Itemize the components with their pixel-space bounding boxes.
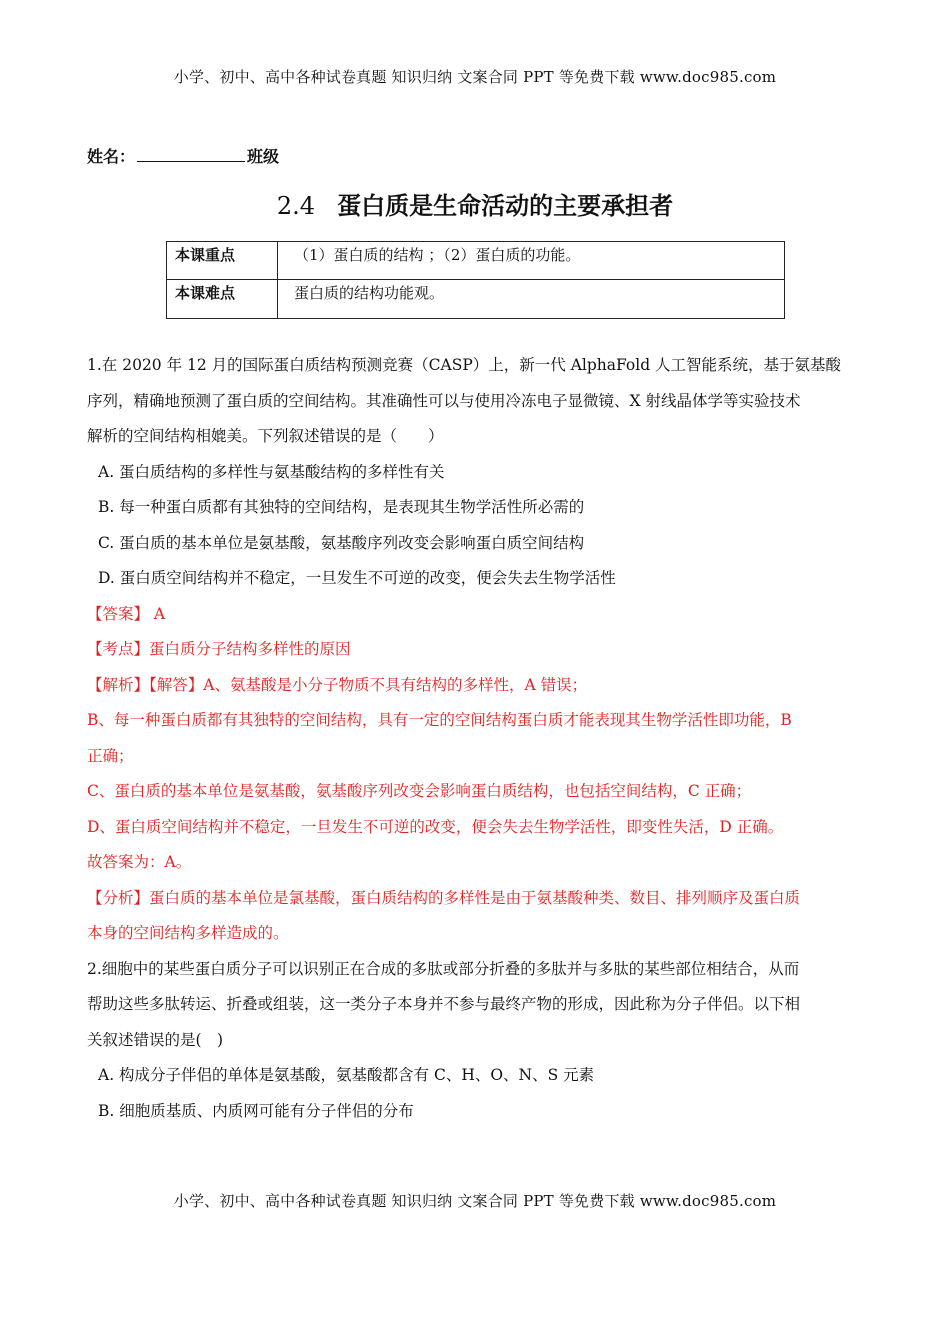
name-blank[interactable] bbox=[137, 147, 245, 162]
section-number: 2.4 bbox=[276, 192, 316, 220]
question-2-option-b: B. 细胞质基质、内质网可能有分子伴侣的分布 bbox=[98, 1101, 414, 1120]
difficulty-label: 本课难点 bbox=[167, 280, 278, 319]
question-1-point: 【考点】蛋白质分子结构多样性的原因 bbox=[87, 640, 351, 658]
question-2-option-a: A. 构成分子伴侣的单体是氨基酸，氨基酸都含有 C、H、O、N、S 元素 bbox=[98, 1066, 595, 1084]
questions-body bbox=[87, 348, 867, 1129]
question-1 bbox=[87, 348, 867, 952]
question-1-stem-line: 1.在 2020 年 12 月的国际蛋白质结构预测竞赛（CASP）上，新一代 AlphaFold 人工智能系统，基于氨基酸 bbox=[87, 356, 842, 374]
question-1-analysis-line: B、每一种蛋白质都有其独特的空间结构，具有一定的空间结构蛋白质才能表现其生物学活性即功能，B bbox=[87, 711, 792, 729]
question-1-option-c: C. 蛋白质的基本单位是氨基酸，氨基酸序列改变会影响蛋白质空间结构 bbox=[98, 533, 585, 552]
focus-value: （1）蛋白质的结构 ；（2）蛋白质的功能。 bbox=[278, 242, 785, 280]
question-1-analysis-line: C、蛋白质的基本单位是氨基酸，氨基酸序列改变会影响蛋白质结构，也包括空间结构，C 正确； bbox=[87, 782, 752, 800]
table-row bbox=[167, 280, 785, 319]
table-row bbox=[167, 242, 785, 280]
question-1-summary-line: 本身的空间结构多样造成的。 bbox=[87, 924, 289, 942]
question-2-stem-line: 帮助这些多肽转运、折叠或组装，这一类分子本身并不参与最终产物的形成，因此称为分子伴侣。以下相 bbox=[87, 995, 801, 1013]
question-1-analysis-line: 正确； bbox=[87, 746, 134, 765]
question-1-analysis-line: 【解析】【解答】A、氨基酸是小分子物质不具有结构的多样性，A 错误； bbox=[87, 675, 588, 694]
lesson-focus-table bbox=[166, 241, 785, 319]
page-footer: 小学、初中、高中各种试卷真题 知识归纳 文案合同 PPT 等免费下载 www.doc985.com bbox=[173, 1192, 777, 1210]
question-1-summary-line: 【分析】蛋白质的基本单位是氯基酸，蛋白质结构的多样性是由于氨基酸种类、数目、排列顺序及蛋白质 bbox=[87, 888, 801, 907]
page-title bbox=[0, 186, 950, 221]
question-1-answer: 【答案】 A bbox=[87, 604, 166, 623]
name-label: 姓名： bbox=[87, 147, 136, 166]
question-2-stem-line: 关叙述错误的是( ) bbox=[87, 1030, 224, 1049]
question-2-stem-line: 2.细胞中的某些蛋白质分子可以识别正在合成的多肽或部分折叠的多肽并与多肽的某些部位相结合，从而 bbox=[87, 959, 800, 978]
question-1-analysis-line: D、蛋白质空间结构并不稳定，一旦发生不可逆的改变，便会失去生物学活性，即变性失活，D 正确。 bbox=[87, 817, 784, 836]
class-label: 班级 bbox=[247, 147, 280, 166]
focus-label: 本课重点 bbox=[167, 242, 278, 280]
question-1-stem-line: 解析的空间结构相媲美。下列叙述错误的是（ ） bbox=[87, 427, 444, 445]
question-1-stem-line: 序列，精确地预测了蛋白质的空间结构。其准确性可以与使用冷冻电子显微镜、X 射线晶体学等实验技术 bbox=[87, 391, 801, 410]
section-title: 蛋白质是生命活动的主要承担者 bbox=[337, 192, 674, 220]
question-2 bbox=[87, 952, 867, 1130]
question-1-option-d: D. 蛋白质空间结构并不稳定，一旦发生不可逆的改变，便会失去生物学活性 bbox=[98, 569, 616, 587]
page-header: 小学、初中、高中各种试卷真题 知识归纳 文案合同 PPT 等免费下载 www.doc985.com bbox=[173, 68, 777, 86]
question-1-option-b: B. 每一种蛋白质都有其独特的空间结构，是表现其生物学活性所必需的 bbox=[98, 498, 585, 516]
question-1-analysis-line: 故答案为：A。 bbox=[87, 853, 192, 871]
difficulty-value: 蛋白质的结构功能观。 bbox=[278, 280, 785, 319]
question-1-option-a: A. 蛋白质结构的多样性与氨基酸结构的多样性有关 bbox=[98, 462, 445, 481]
name-class-line bbox=[87, 144, 279, 167]
